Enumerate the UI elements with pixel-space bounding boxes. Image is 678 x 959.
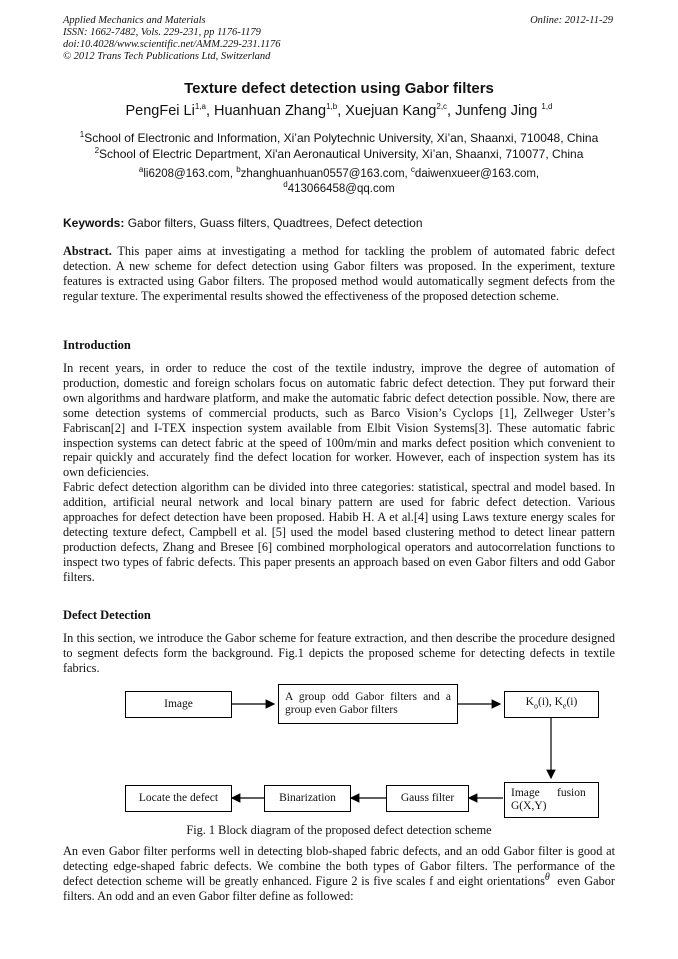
diagram-box-image-fusion (504, 782, 599, 818)
diagram-box-gauss-filter (386, 785, 469, 812)
box-label: Locate the defect (138, 792, 219, 804)
box-label: Image fusion (511, 787, 586, 799)
affiliation-text: School of Electronic and Information, Xi’an Polytechnic University, Xi’an, Shaanxi, 710048, China (84, 131, 599, 145)
author-name: PengFei Li (125, 103, 195, 119)
theta-symbol: θ (544, 871, 550, 883)
section-heading: Defect Detection (63, 608, 151, 622)
author-sup: 1,a (194, 102, 206, 112)
diagram-box-image (125, 691, 232, 718)
email-sup: c (410, 165, 415, 175)
box-label: A group odd Gabor filters and a group even Gabor filters (285, 691, 451, 716)
diagram-box-locate-defect (125, 785, 232, 812)
email: daiwenxueer@163.com (414, 168, 536, 180)
issn: ISSN: 1662-7482, Vols. 229-231, pp 1176-1179 (63, 27, 261, 38)
author-sup: 1,b (326, 102, 338, 112)
keywords-label: Keywords: (63, 216, 125, 230)
keywords-text: Gabor filters, Guass filters, Quadtrees, Defect detection (127, 216, 423, 230)
box-label: $K_o(i)$, $K_e(i)$ (525, 696, 578, 711)
gabor-description (63, 844, 619, 904)
diagram-box-gabor-filters (278, 684, 458, 724)
box-label: Image (164, 698, 193, 710)
figure-caption: Fig. 1 Block diagram of the proposed defect detection scheme (186, 823, 492, 837)
paragraph: In this section, we introduce the Gabor scheme for feature extraction, and then describe the procedure designed to segment defects form the background. Fig.1 depicts the proposed scheme for detecting defects in textile fabrics. (63, 631, 615, 675)
box-label: Binarization (279, 792, 336, 804)
journal-name: Applied Mechanics and Materials (63, 15, 206, 26)
diagram-box-binarization (264, 785, 351, 812)
abstract-text: This paper aims at investigating a method for tackling the problem of automated fabric defect detection. A new scheme for defect detection using Gabor filters was proposed. In the experiment, texture features is extracted using Gabor filters. The proposed method would automatically segment defects from the regular texture. The experimental results showed the effectiveness of the proposed detection scheme. (63, 244, 616, 303)
paper-title: Texture defect detection using Gabor filters (184, 80, 494, 97)
author-list: PengFei Li$^{1,a}$, Huanhuan Zhang$^{1,b}$, Xuejuan Kang$^{2,c}$, Junfeng Jing $^{1,d}$ (125, 102, 553, 119)
paragraph: An even Gabor filter performs well in detecting blob-shaped fabric defects, and an odd Gabor filter is good at detecting edge-shaped fabric defects. We combine the both types of Gabor filters. The performance of the defect detection scheme will be greatly enhanced. Figure 2 is five scales f and eight orientations (63, 844, 615, 888)
doi: doi:10.4028/www.scientific.net/AMM.229-231.1176 (63, 39, 281, 50)
copyright: © 2012 Trans Tech Publications Ltd, Switzerland (63, 51, 271, 62)
author-name: Huanhuan Zhang (214, 103, 327, 119)
email-sup: b (236, 165, 241, 175)
paragraph: In recent years, in order to reduce the cost of the textile industry, improve the degree of automation of production, domestic and foreign scholars focus on automatic fabric defect detection. They put forward their own algorithms and hardware platform, and make the automatic fabric defect detection possible. Now, there are some detection systems of commercial products, such as Barco Vision’s Cyclops [1], Zellweger Uster’s Fabriscan[2] and I-TEX inspection system available from Elbit Vision Systems[3]. These automatic fabric inspection systems can detect fabric at the speed of 100m/min and marks defect position which convenient to repair quickly and accurately find the defect location for worker. However, each of inspection system has its own deficiencies. (63, 361, 615, 480)
paragraph: Fabric defect detection algorithm can be divided into three categories: statistical, spectral and model based. In addition, artificial neural network and local binary pattern are used for fabric defect detection. Various approaches for defect detection have been proposed. Habib H. A et al.[4] using Laws texture energy scales for detecting texture defect, Campbell et al. [5] used the model based clustering method to detect linear pattern production defects, Zhang and Bresee [6] combined morphological operators and autocorrelation functions to inspect two types of fabric defects. This paper presents an approach based on even Gabor filters and odd Gabor filters. (63, 480, 615, 584)
online-date: Online: 2012-11-29 (530, 15, 613, 26)
email-sup: d (283, 180, 288, 190)
email-sup: a (138, 165, 144, 175)
box-label: G(X,Y) (511, 800, 547, 812)
email-list: $^a$li6208@163.com, $^b$zhanghuanhuan0557@163.com, $^c$daiwenxueer@163.com, $^d$413066458@qq.com (138, 165, 540, 195)
abstract-label: Abstract. (63, 244, 112, 258)
section-heading: Introduction (63, 338, 131, 352)
diagram-box-k-values (504, 691, 599, 718)
box-label: Gauss filter (400, 792, 455, 804)
paragraph: even Gabor filters. An odd and an even Gabor filter define as followed: (63, 873, 619, 903)
affiliation-text: School of Electric Department, Xi'an Aeronautical University, Xi’an, Shaanxi, 710077, China (99, 147, 584, 161)
author-sup: 1,d (541, 102, 553, 112)
author-sup: 2,c (436, 102, 448, 112)
author-name: Xuejuan Kang (345, 103, 437, 119)
affiliation-sup: 2 (94, 146, 100, 155)
author-name: Junfeng Jing (455, 103, 538, 119)
email: li6208@163.com (143, 168, 230, 180)
email: zhanghuanhuan0557@163.com (240, 168, 405, 180)
affiliation-sup: 1 (79, 130, 85, 139)
email: 413066458@qq.com (287, 183, 395, 195)
